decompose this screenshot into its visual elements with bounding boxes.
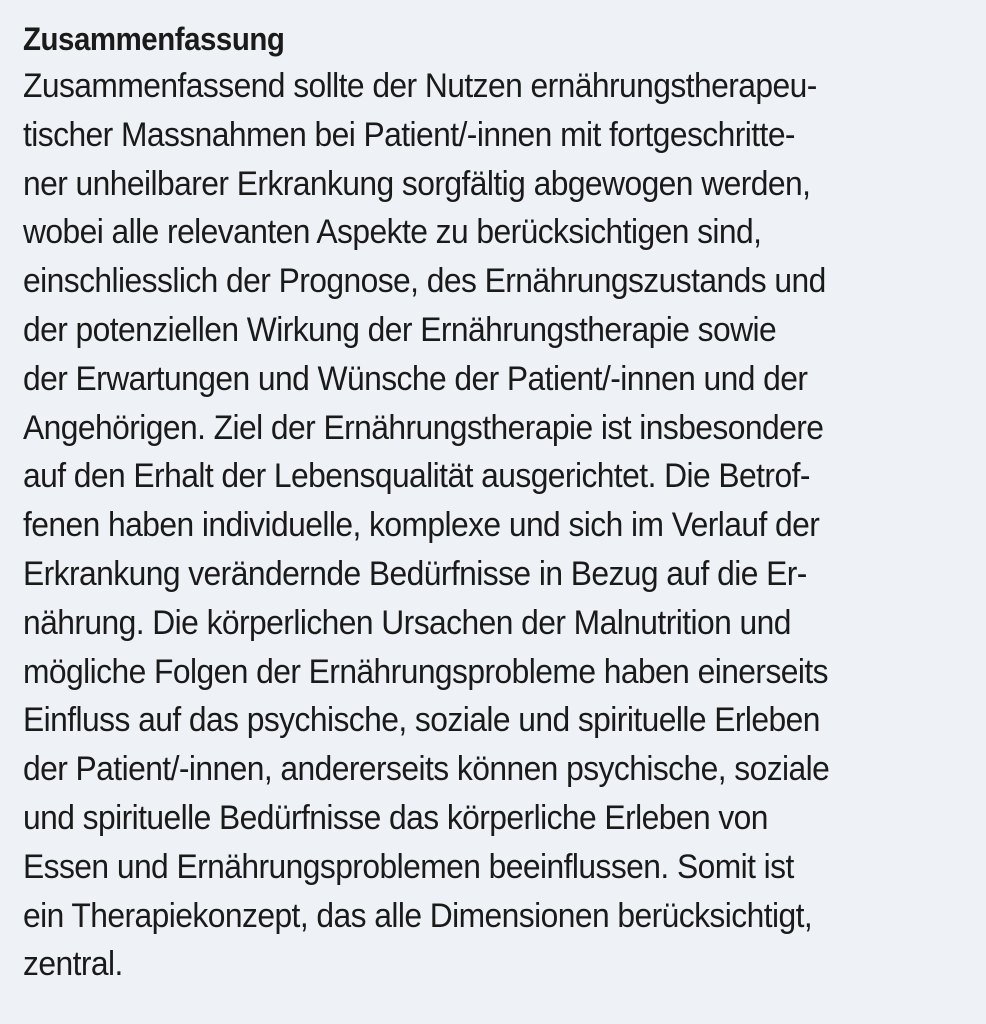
text-line: nährung. Die körperlichen Ursachen der Malnutrition und [23,603,791,642]
text-line: Erkrankung verändernde Bedürfnisse in Bezug auf die Er- [23,554,807,593]
text-line: der potenziellen Wirkung der Ernährungstherapie sowie [23,310,777,349]
text-line: wobei alle relevanten Aspekte zu berücksichtigen sind, [23,213,762,252]
text-line: auf den Erhalt der Lebensqualität ausgerichtet. Die Betrof- [23,457,810,496]
text-line: Einfluss auf das psychische, soziale und spirituelle Erleben [23,701,820,740]
summary-paragraph [23,62,964,989]
text-line: fenen haben individuelle, komplexe und sich im Verlauf der [23,506,820,545]
text-line: ein Therapiekonzept, das alle Dimensionen berücksichtigt, [23,896,813,935]
text-line: Essen und Ernährungsproblemen beeinflussen. Somit ist [23,847,794,886]
text-line: Angehörigen. Ziel der Ernährungstherapie ist insbesondere [23,408,824,447]
text-line: der Erwartungen und Wünsche der Patient/-innen und der [23,359,808,398]
text-line: und spirituelle Bedürfnisse das körperliche Erleben von [23,798,768,837]
text-line: Zusammenfassend sollte der Nutzen ernährungstherapeu- [23,67,817,105]
text-line: einschliesslich der Prognose, des Ernährungszustands und [23,262,826,301]
text-line: der Patient/-innen, andererseits können psychische, soziale [23,750,830,789]
text-line: zentral. [23,945,123,984]
text-line: tischer Massnahmen bei Patient/-innen mit fortgeschritte- [23,115,795,154]
section-heading: Zusammenfassung [23,21,285,57]
text-line: ner unheilbarer Erkrankung sorgfältig abgewogen werden, [23,164,811,203]
text-line: mögliche Folgen der Ernährungsprobleme haben einerseits [23,652,829,691]
